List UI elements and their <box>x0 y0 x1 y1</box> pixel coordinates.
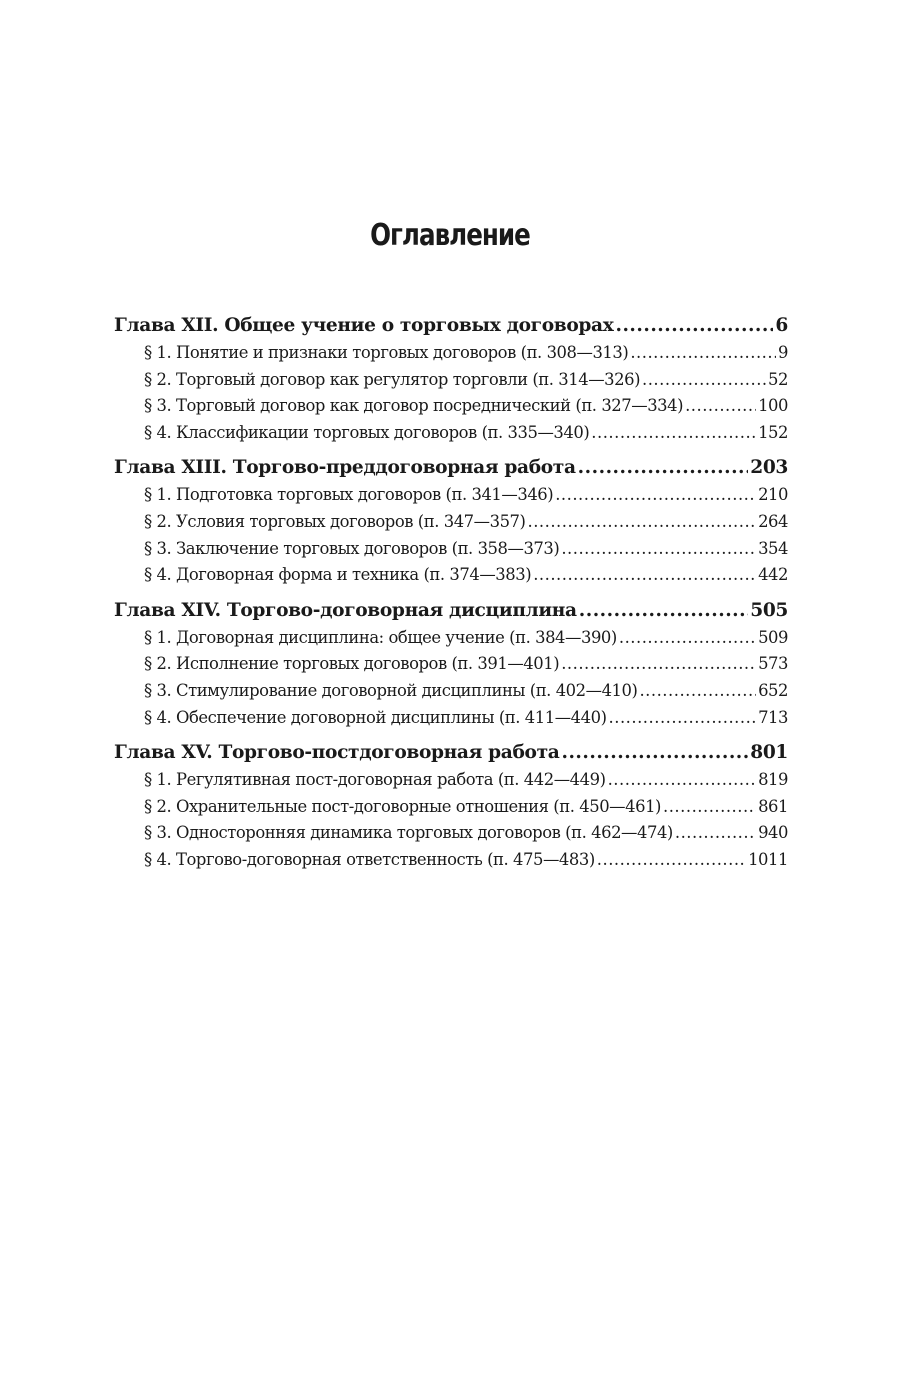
dot-leader <box>685 393 756 420</box>
section-entry[interactable] <box>114 705 788 732</box>
page-number: 1011 <box>748 849 788 869</box>
chapter-14 <box>114 597 788 731</box>
dot-leader <box>675 820 756 847</box>
chapter-heading[interactable] <box>114 597 788 625</box>
page-number: 152 <box>758 422 788 442</box>
dot-leader <box>608 767 757 794</box>
section-entry[interactable] <box>114 794 788 821</box>
dot-leader <box>561 536 756 563</box>
table-of-contents <box>114 312 788 882</box>
dot-leader <box>615 312 773 340</box>
section-title: § 3. Стимулирование договорной дисциплины (п. 402—410) <box>144 680 638 700</box>
section-title: § 2. Исполнение торговых договоров (п. 391—401) <box>144 654 560 674</box>
dot-leader <box>561 739 748 767</box>
section-entry[interactable] <box>114 767 788 794</box>
section-entry[interactable] <box>114 509 788 536</box>
chapter-heading[interactable] <box>114 739 788 767</box>
chapter-15 <box>114 739 788 873</box>
page-number: 819 <box>758 770 788 790</box>
chapter-title: Глава XII. Общее учение о торговых договорах <box>114 315 614 336</box>
page-number: 509 <box>758 627 788 647</box>
page-number: 9 <box>778 343 788 362</box>
page-number: 861 <box>758 796 788 816</box>
section-title: § 1. Договорная дисциплина: общее учение (п. 384—390) <box>144 627 617 647</box>
page-number: 442 <box>758 565 788 585</box>
section-title: § 3. Торговый договор как договор посреднический (п. 327—334) <box>144 396 684 416</box>
section-entry[interactable] <box>114 367 788 394</box>
chapter-title: Глава XIII. Торгово-преддоговорная работа <box>114 457 576 479</box>
dot-leader <box>663 794 756 821</box>
section-title: § 4. Торгово-договорная ответственность (п. 475—483) <box>144 849 595 869</box>
section-entry[interactable] <box>114 536 788 563</box>
section-entry[interactable] <box>114 482 788 509</box>
section-entry[interactable] <box>114 651 788 678</box>
page-number: 210 <box>758 485 788 505</box>
section-title: § 1. Понятие и признаки торговых договоров (п. 308—313) <box>144 343 629 362</box>
section-entry[interactable] <box>114 562 788 589</box>
dot-leader <box>555 482 756 509</box>
dot-leader <box>533 562 756 589</box>
section-title: § 3. Односторонняя динамика торговых договоров (п. 462—474) <box>144 823 673 843</box>
section-entry[interactable] <box>114 340 788 367</box>
chapter-13 <box>114 454 788 588</box>
dot-leader <box>630 340 776 367</box>
page-number: 6 <box>775 315 788 336</box>
page-number: 354 <box>758 538 788 558</box>
section-title: § 4. Договорная форма и техника (п. 374—383) <box>144 565 532 585</box>
section-entry[interactable] <box>114 420 788 447</box>
section-title: § 2. Условия торговых договоров (п. 347—357) <box>144 511 526 531</box>
section-entry[interactable] <box>114 625 788 652</box>
dot-leader <box>597 847 746 874</box>
page-number: 940 <box>758 823 788 843</box>
chapter-heading[interactable] <box>114 454 788 482</box>
section-title: § 3. Заключение торговых договоров (п. 358—373) <box>144 538 560 558</box>
section-entry[interactable] <box>114 847 788 874</box>
dot-leader <box>619 625 756 652</box>
dot-leader <box>561 651 756 678</box>
chapter-heading[interactable] <box>114 312 788 340</box>
page-number: 713 <box>758 707 788 727</box>
dot-leader <box>609 705 757 732</box>
chapter-12 <box>114 312 788 446</box>
page-number: 203 <box>750 457 788 479</box>
dot-leader <box>579 597 748 625</box>
dot-leader <box>639 678 756 705</box>
dot-leader <box>642 367 766 394</box>
page-number: 505 <box>750 599 788 621</box>
section-title: § 4. Классификации торговых договоров (п. 335—340) <box>144 422 590 442</box>
page-number: 801 <box>750 742 788 764</box>
section-title: § 1. Регулятивная пост-договорная работа (п. 442—449) <box>144 770 606 790</box>
section-title: § 1. Подготовка торговых договоров (п. 341—346) <box>144 485 554 505</box>
section-entry[interactable] <box>114 393 788 420</box>
page-number: 52 <box>768 369 788 389</box>
page-number: 100 <box>758 396 788 416</box>
section-entry[interactable] <box>114 678 788 705</box>
chapter-title: Глава XIV. Торгово-договорная дисциплина <box>114 599 577 621</box>
dot-leader <box>527 509 756 536</box>
page-number: 573 <box>758 654 788 674</box>
page-title: Оглавление <box>370 218 530 253</box>
dot-leader <box>591 420 756 447</box>
section-title: § 2. Охранительные пост-договорные отношения (п. 450—461) <box>144 796 662 816</box>
section-entry[interactable] <box>114 820 788 847</box>
chapter-title: Глава XV. Торгово-постдоговорная работа <box>114 742 560 764</box>
page-number: 652 <box>758 680 788 700</box>
dot-leader <box>578 454 749 482</box>
section-title: § 2. Торговый договор как регулятор торговли (п. 314—326) <box>144 369 641 389</box>
section-title: § 4. Обеспечение договорной дисциплины (п. 411—440) <box>144 707 607 727</box>
page-number: 264 <box>758 511 788 531</box>
